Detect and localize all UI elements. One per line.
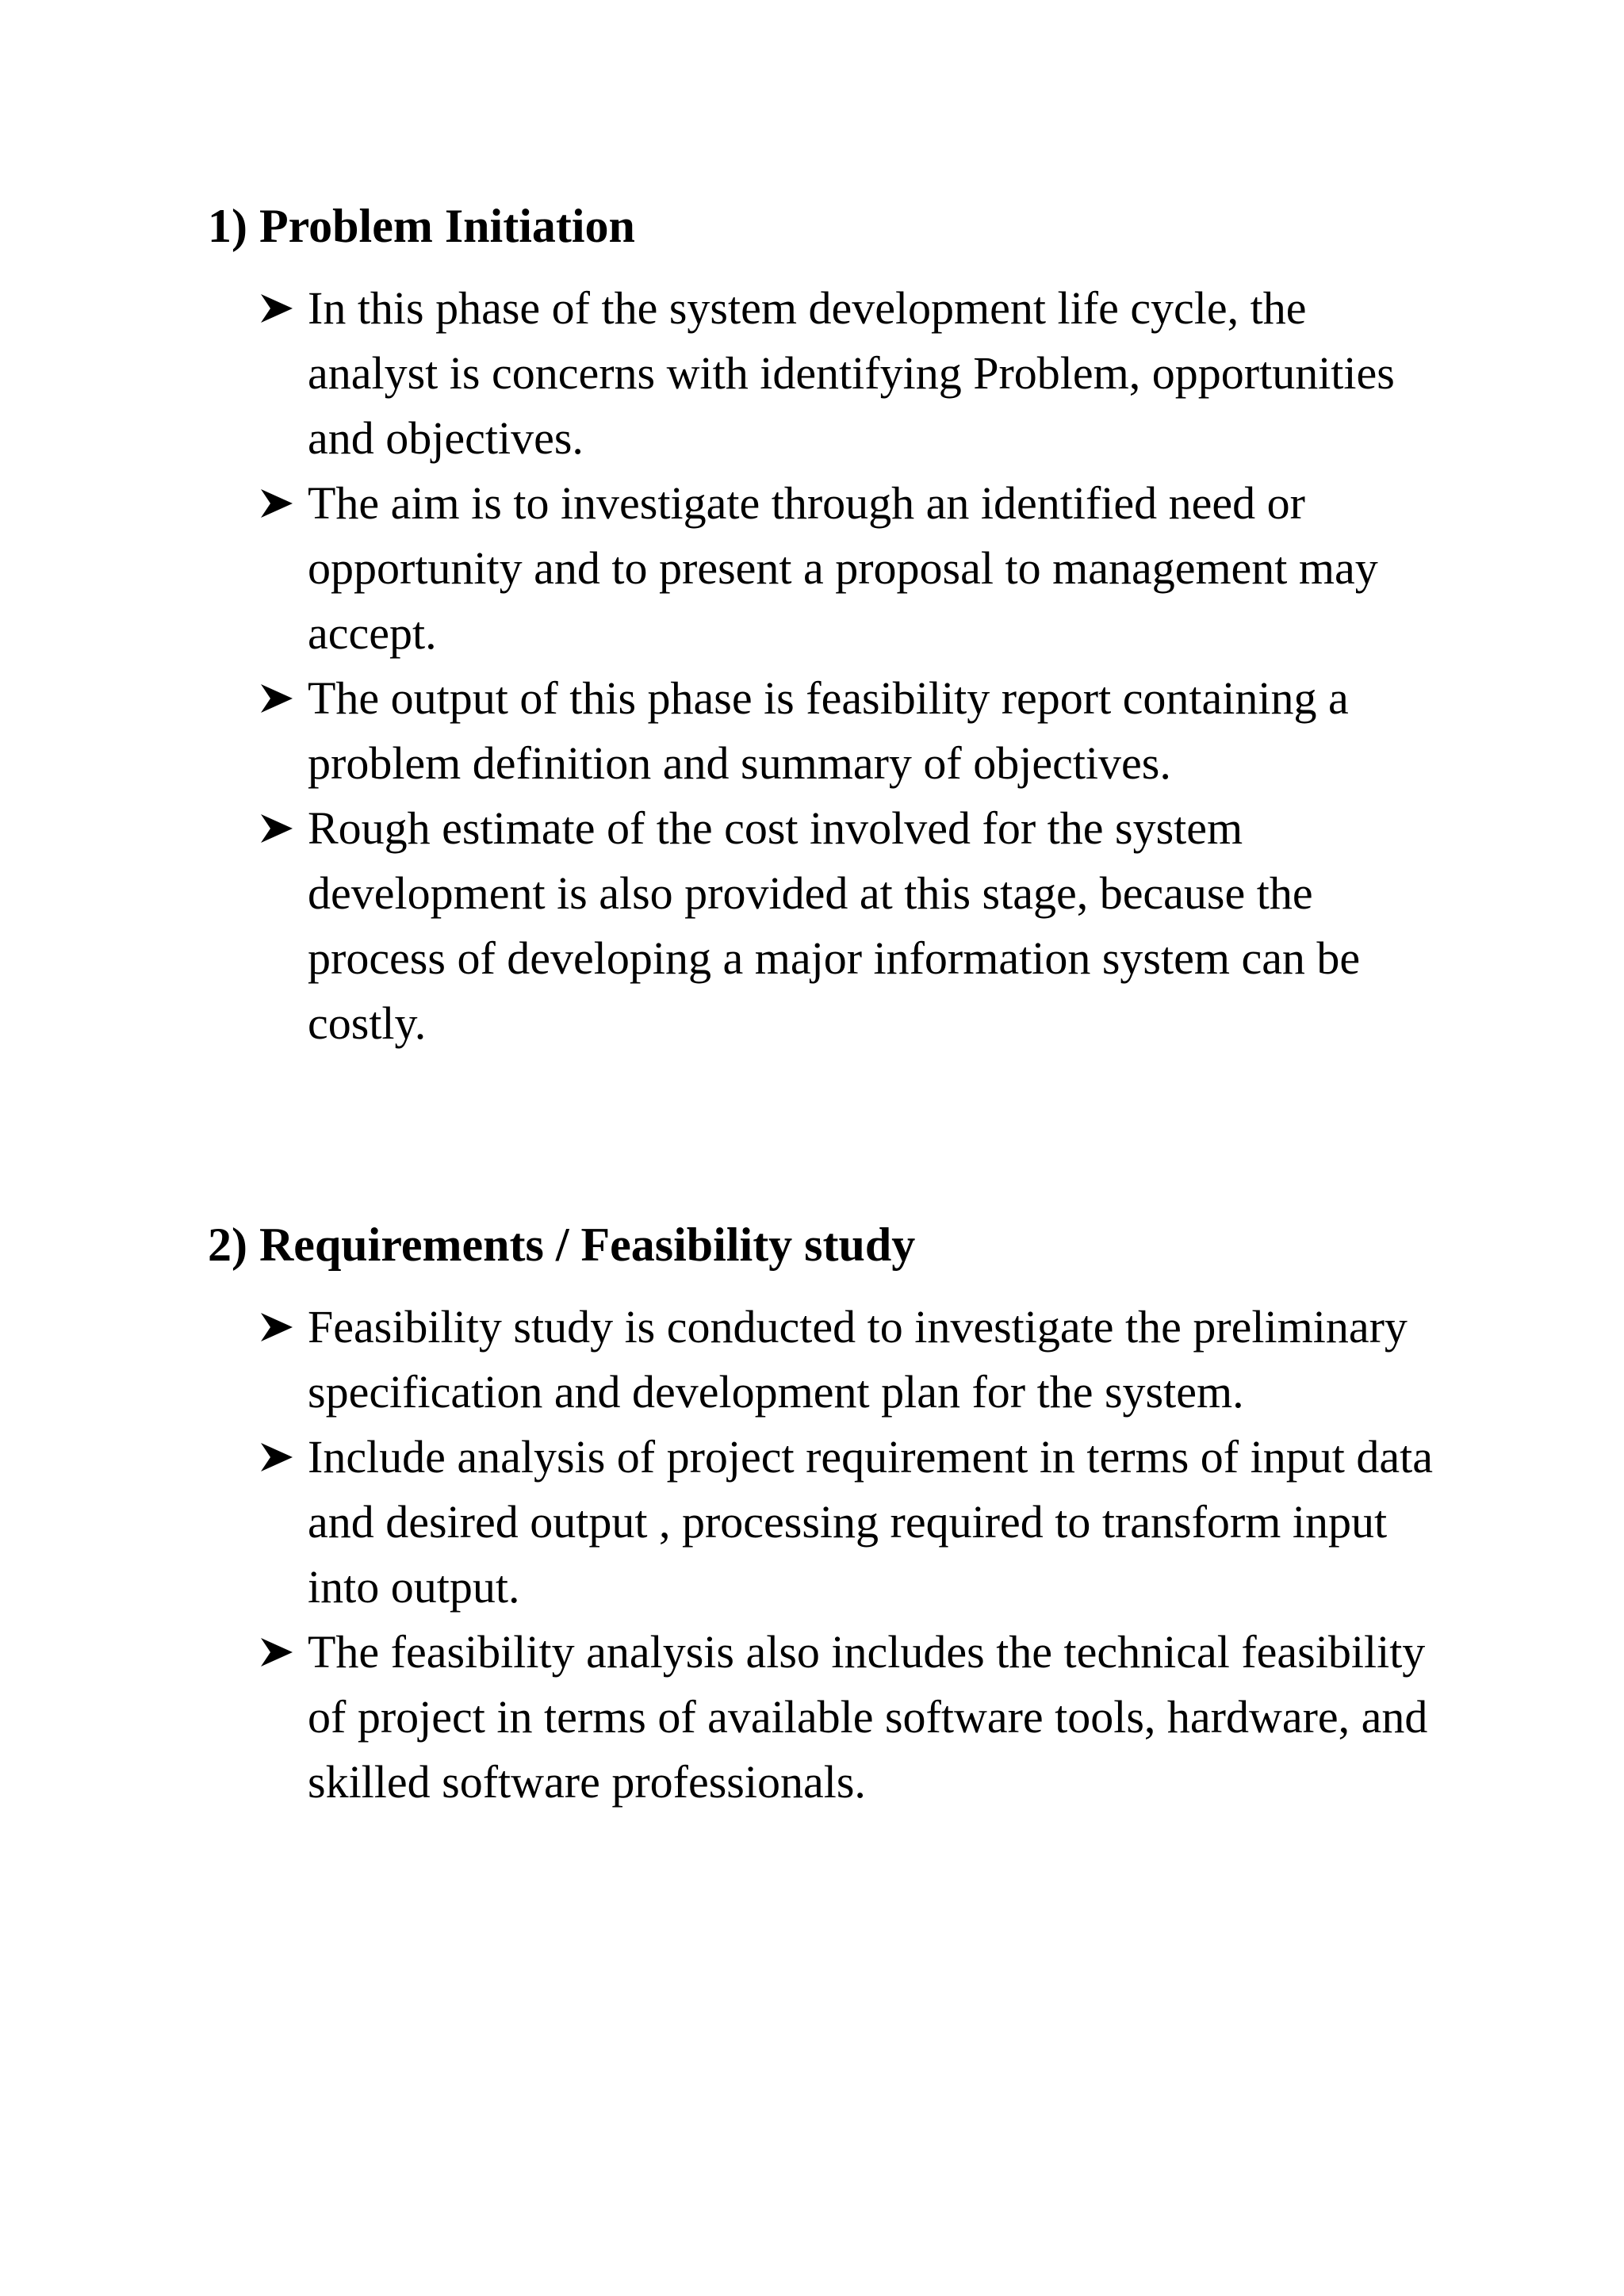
bullet-item xyxy=(208,276,1445,471)
arrowhead-bullet-icon xyxy=(259,796,299,861)
bullet-item xyxy=(208,1295,1445,1425)
arrowhead-bullet-icon xyxy=(259,1295,299,1360)
section-requirements-feasibility xyxy=(208,1209,1445,1815)
section-problem-initiation xyxy=(208,190,1445,1056)
bullet-text: The aim is to investigate through an identified need or opportunity and to present a proposal to management may accept. xyxy=(308,477,1378,659)
bullet-text: The output of this phase is feasibility report containing a problem definition and summary of objectives. xyxy=(308,672,1349,789)
section-heading: 2) Requirements / Feasibility study xyxy=(208,1219,916,1271)
bullet-list xyxy=(208,1295,1445,1815)
arrowhead-bullet-icon xyxy=(259,471,299,536)
bullet-list xyxy=(208,276,1445,1056)
bullet-text: Feasibility study is conducted to investigate the preliminary specification and development plan for the system. xyxy=(308,1301,1408,1418)
bullet-item xyxy=(208,1620,1445,1815)
bullet-item xyxy=(208,1425,1445,1620)
arrowhead-bullet-icon xyxy=(259,1620,299,1685)
bullet-item xyxy=(208,666,1445,796)
bullet-text: The feasibility analysis also includes the technical feasibility of project in terms of available software tools, hardware, and skilled software professionals. xyxy=(308,1626,1428,1808)
arrowhead-bullet-icon xyxy=(259,1425,299,1490)
bullet-text: In this phase of the system development life cycle, the analyst is concerns with identifying Problem, opportunities and objectives. xyxy=(308,282,1395,464)
section-heading: 1) Problem Initiation xyxy=(208,200,635,252)
bullet-text: Rough estimate of the cost involved for the system development is also provided at this stage, because the process of developing a major information system can be costly. xyxy=(308,802,1361,1049)
bullet-text: Include analysis of project requirement in terms of input data and desired output , processing required to transform input into output. xyxy=(308,1431,1433,1613)
arrowhead-bullet-icon xyxy=(259,666,299,731)
bullet-item xyxy=(208,796,1445,1056)
bullet-item xyxy=(208,471,1445,666)
arrowhead-bullet-icon xyxy=(259,276,299,341)
